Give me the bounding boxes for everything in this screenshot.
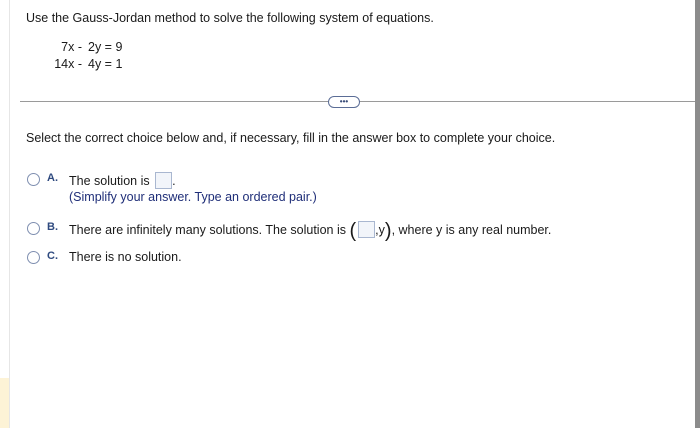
choice-b-text <box>69 220 552 242</box>
choice-letter: C. <box>47 250 58 262</box>
expand-more-button[interactable]: ••• <box>328 96 360 108</box>
radio-b[interactable] <box>27 222 40 235</box>
answer-box-b[interactable] <box>358 221 375 238</box>
choice-text: There are infinitely many solutions. The solution is <box>69 223 346 237</box>
equation-lhs: 14x - <box>54 57 82 71</box>
open-paren: ( <box>349 220 357 242</box>
choice-text: The solution is <box>69 174 150 188</box>
radio-a[interactable] <box>27 173 40 186</box>
equation-rhs: 2y = 9 <box>88 40 123 54</box>
equation-system <box>37 39 122 73</box>
close-paren: ) <box>384 220 392 242</box>
equation-row <box>37 39 122 56</box>
equation-row <box>37 56 122 73</box>
choice-a-text <box>69 172 176 189</box>
equation-rhs: 4y = 1 <box>88 57 123 71</box>
choice-a-period: . <box>172 174 176 188</box>
choice-letter: A. <box>47 172 58 184</box>
choice-prompt: Select the correct choice below and, if necessary, fill in the answer box to complete your choice. <box>26 131 556 145</box>
radio-c[interactable] <box>27 251 40 264</box>
y-variable: ,y <box>375 223 385 237</box>
choice-b-tail: , where y is any real number. <box>391 223 552 237</box>
question-instruction: Use the Gauss-Jordan method to solve the following system of equations. <box>26 11 434 25</box>
left-margin-tint <box>0 378 9 428</box>
choice-a-hint: (Simplify your answer. Type an ordered pair.) <box>69 190 317 204</box>
choice-letter: B. <box>47 221 58 233</box>
answer-box-a[interactable] <box>155 172 172 189</box>
scrollbar[interactable] <box>695 0 700 428</box>
choice-c-text: There is no solution. <box>69 250 182 264</box>
equation-lhs: 7x - <box>61 40 82 54</box>
left-margin-strip <box>0 0 10 428</box>
